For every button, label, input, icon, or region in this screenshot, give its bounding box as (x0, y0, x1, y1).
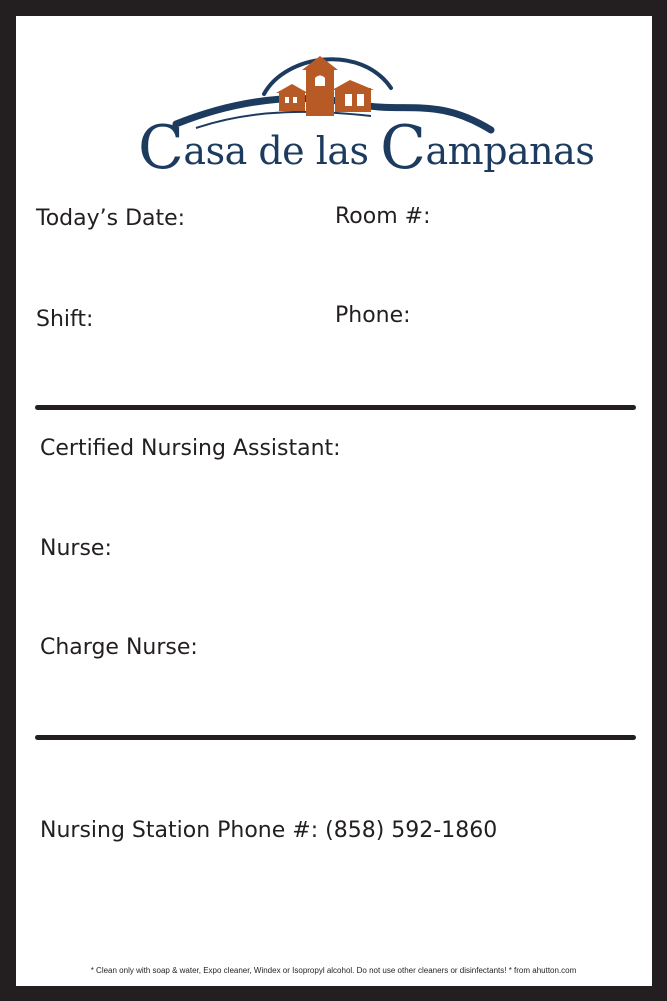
shift-label: Shift: (36, 307, 94, 332)
nursing-station-phone (40, 818, 497, 843)
logo-text-part2: ampanas (425, 129, 595, 173)
logo-cap-c: C (138, 113, 184, 183)
divider-top (35, 405, 636, 410)
cna-label: Certified Nursing Assistant: (40, 436, 341, 461)
logo-wordmark (138, 113, 595, 183)
charge-nurse-label: Charge Nurse: (40, 635, 198, 660)
logo-text-part: asa de las (183, 129, 381, 173)
phone-label: Phone: (335, 303, 411, 328)
todays-date-label: Today’s Date: (36, 206, 186, 231)
logo-cap-c2: C (380, 113, 426, 183)
divider-bottom (35, 735, 636, 740)
nurse-label: Nurse: (40, 536, 112, 561)
nursing-station-label: Nursing Station Phone #: (40, 818, 319, 843)
nursing-station-number: (858) 592-1860 (325, 818, 498, 843)
room-label: Room #: (335, 204, 431, 229)
cleaning-note: * Clean only with soap & water, Expo cleaner, Windex or Isopropyl alcohol. Do not use other cleaners or disinfectants! * from ahutton.com (90, 966, 577, 975)
